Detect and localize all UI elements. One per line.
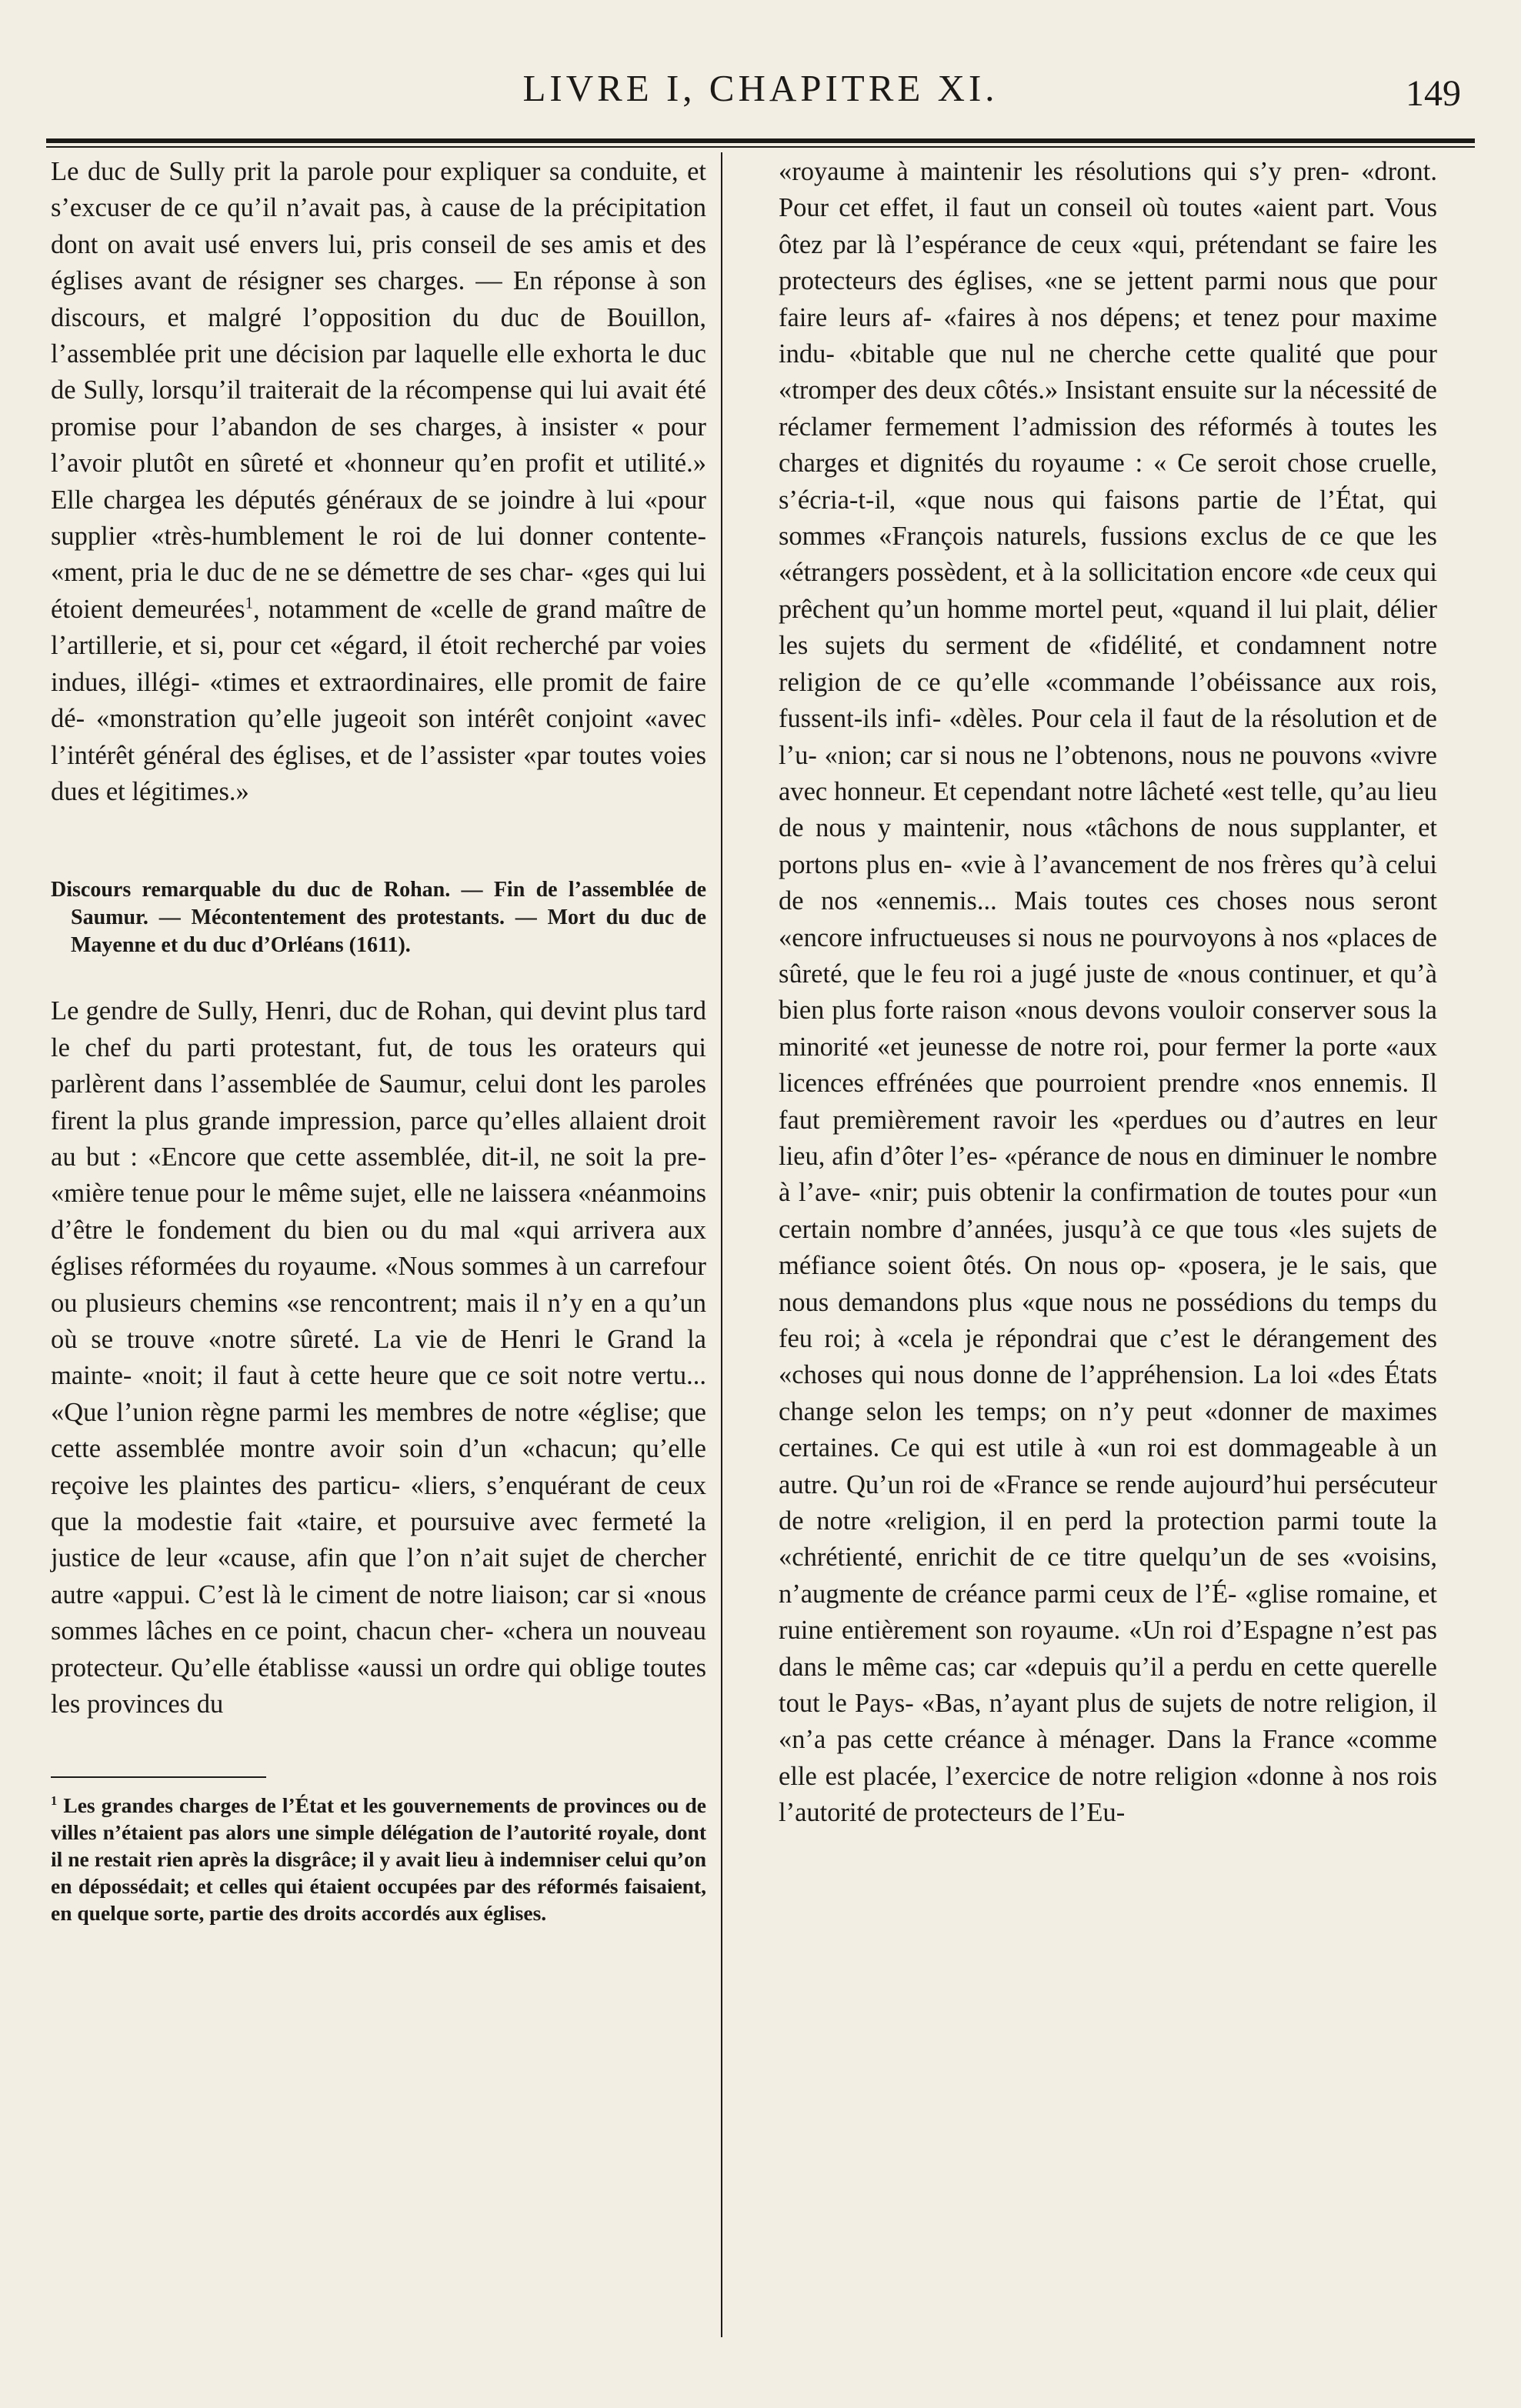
header-rule-thin: [46, 146, 1475, 148]
paragraph-sully: [51, 154, 706, 810]
paragraph-rohan: Le gendre de Sully, Henri, duc de Rohan, qui devint plus tard le chef du parti protestant, fut, de tous les orateurs qui parlèrent dans l’assemblée de Saumur, celui dont les paroles firent la plus grande impression, parce qu’elles allaient droit au but : «Encore que cette assemblée, dit-il, ne soit la pre- «mière tenue pour le même sujet, elle ne laissera «néanmoins d’être le fondement du bien ou du mal «qui arrivera aux églises réformées du royaume. «Nous sommes à un carrefour ou plusieurs chemins «se rencontrent; mais il n’y en a qu’un où se trouve «notre sûreté. La vie de Henri le Grand la mainte- «noit; il faut à cette heure que ce soit notre vertu... «Que l’union règne parmi les membres de notre «église; que cette assemblée montre avoir soin d’un «chacun; qu’elle reçoive les plaintes des particu- «liers, s’enquérant de ceux que la modestie fait «taire, et poursuive avec fermeté la justice de leur «cause, afin que l’on n’ait sujet de chercher autre «appui. C’est là le ciment de notre liaison; car si «nous sommes lâches en ce point, chacun cher- «chera un nouveau protecteur. Qu’elle établisse «aussi un ordre qui oblige toutes les provinces du: [51, 996, 706, 1719]
footnote-mark: 1: [51, 1793, 58, 1809]
footnote-reference[interactable]: 1: [245, 595, 253, 612]
column-divider: [721, 152, 722, 2337]
header-rule-thick: [46, 138, 1475, 143]
page-number: 149: [1406, 73, 1461, 114]
paragraph-sully-continued: , notamment de «celle de grand maître de l’artillerie, et si, pour cet «égard, il étoit recherché par voies indues, illégi- «times et extraordinaires, elle promit de faire dé- «monstration qu’elle jugeoit son intérêt conjoint «avec l’intérêt général des églises, et de l’assister «par toutes voies dues et légitimes.»: [51, 594, 707, 806]
footnote-text: Les grandes charges de l’État et les gouvernements de provinces ou de villes n’étaient pas alors une simple délégation de l’autorité royale, dont il ne restait rien après la disgrâce; il y avait lieu à indemniser celui qu’on en dépossédait; et celles qui étaient occupées par des réformés faisaient, en quelque sorte, partie des droits accordés aux églises.: [51, 1793, 706, 1926]
left-column: [51, 154, 706, 1926]
paragraph-sully-text: Le duc de Sully prit la parole pour expliquer sa conduite, et s’excuser de ce qu’il n’avait pas, à cause de la précipitation dont on avait usé envers lui, pris conseil de ses amis et des églises avant de résigner ses charges. — En réponse à son discours, et malgré l’opposition du duc de Bouillon, l’assemblée prit une décision par laquelle elle exhorta le duc de Sully, lorsqu’il traiterait de la récompense qui lui avait été promise pour l’abandon de ses charges, à insister « pour l’avoir plutôt en sûreté et «honneur qu’en profit et utilité.» Elle chargea les députés généraux de se joindre à lui «pour supplier «très-humblement le roi de lui donner contente- «ment, pria le duc de ne se démettre de ses char- «ges qui lui étoient demeurées: [51, 157, 706, 624]
section-summary-text: Discours remarquable du duc de Rohan. — Fin de l’assemblée de Saumur. — Mécontentement des protestants. — Mort du duc de Mayenne et du duc d’Orléans (1611).: [51, 878, 706, 958]
footnote: [51, 1792, 706, 1926]
running-title: LIVRE I, CHAPITRE XI.: [522, 67, 999, 109]
right-column: [779, 154, 1437, 1832]
section-summary: [51, 876, 706, 959]
page-header: [46, 66, 1475, 128]
paragraph-rohan-speech-continued: «royaume à maintenir les résolutions qui s’y pren- «dront. Pour cet effet, il faut un conseil où toutes «aient part. Vous ôtez par là l’espérance de ceux «qui, prétendant se faire les protecteurs des églises, «ne se jettent parmi nous que pour faire leurs af- «faires à nos dépens; et tenez pour maxime indu- «bitable que nul ne cherche cette qualité que pour «tromper des deux côtés.» Insistant ensuite sur la nécessité de réclamer fermement l’admission des réformés à toutes les charges et dignités du royaume : « Ce seroit chose cruelle, s’écria-t-il, «que nous qui faisons partie de l’État, qui sommes «François naturels, fussions exclus de ce que les «étrangers possèdent, et à la sollicitation encore «de ceux qui prêchent qu’un homme mortel peut, «quand il lui plait, délier les sujets du serment de «fidélité, et condamnent notre religion de ce qu’elle «commande l’obéissance aux rois, fussent-ils infi- «dèles. Pour cela il faut de la résolution et de l’u- «nion; car si nous ne l’obtenons, nous ne pouvons «vivre avec honneur. Et cependant notre lâcheté «est telle, qu’au lieu de nous y maintenir, nous «tâchons de nous supplanter, et portons plus en- «vie à l’avancement de nos frères qu’à celui de nos «ennemis... Mais toutes ces choses nous seront «encore infructueuses si nous ne pourvoyons à nos «places de sûreté, que le feu roi a jugé juste de «nous continuer, et qu’à bien plus forte raison «nous devons vouloir conserver sous la minorité «et jeunesse de notre roi, pour fermer la porte «aux licences effrénées que pourroient prendre «nos ennemis. Il faut premièrement ravoir les «perdues ou d’autres en leur lieu, afin d’ôter l’es- «pérance de nous en diminuer le nombre à l’ave- «nir; puis obtenir la confirmation de toutes pour «un certain nombre d’années, jusqu’à ce que tous «les sujets de méfiance soient ôtés. On nous op- «posera, je le sais, que nous demandons plus «que nous ne possédions du temps du feu roi; à «cela je répondrai que c’est le dérangement des «choses qui nous donne de l’appréhension. La loi «des États change selon les temps; on n’y peut «donner de maximes certaines. Ce qui est utile à «un roi est dommageable à un autre. Qu’un roi de «France se rende aujourd’hui persécuteur de notre «religion, il en perd la protection parmi toute la «chrétienté, enrichit de ce titre quelqu’un de ses «voisins, n’augmente de créance parmi ceux de l’É- «glise romaine, et ruine entièrement son royaume. «Un roi d’Espagne n’est pas dans le même cas; car «depuis qu’il a perdu en cette querelle tout le Pays- «Bas, n’ayant plus de sujets de notre religion, il «n’a pas cette créance à ménager. Dans la France «comme elle est placée, l’exercice de notre religion «donne à nos rois l’autorité de protecteurs de l’Eu-: [779, 157, 1437, 1828]
footnote-rule: [51, 1776, 266, 1778]
